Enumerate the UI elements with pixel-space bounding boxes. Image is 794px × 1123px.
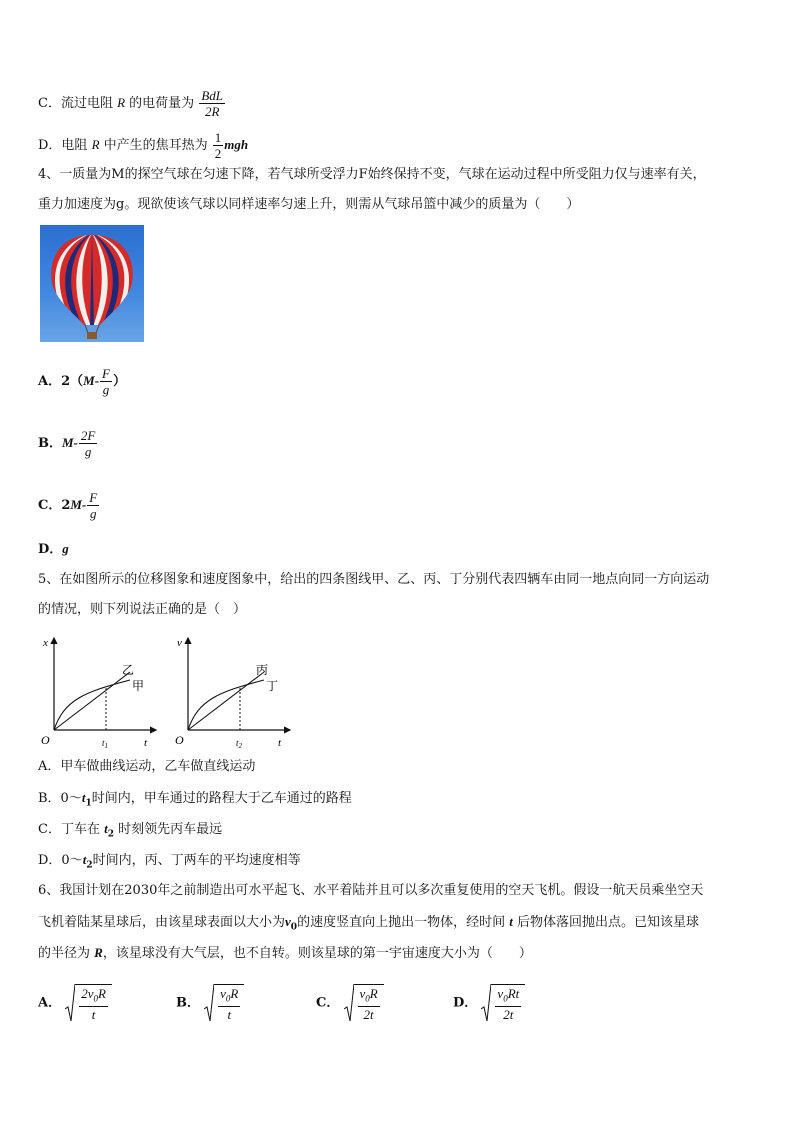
q4-stem-line1: 4、一质量为M的探空气球在匀速下降，若气球所受浮力F始终保持不变，气球在运动过程中所受阻力仅与速率有关， [38, 167, 706, 182]
hot-air-balloon-image [40, 225, 144, 342]
q3-option-c: C．流过电阻 R 的电荷量为 $\frac{\text{BdL}}{2R}$ [38, 88, 223, 119]
graph1-y-label: x [43, 637, 48, 649]
graph2-curve-bing: 丙 [256, 663, 269, 677]
q4-option-d: D．g [38, 541, 69, 557]
q6-stem-line1: 6、我国计划在2030年之前制造出可水平起飞、水平着陆并且可以多次重复使用的空天飞机。假设一航天员乘坐空天 [38, 883, 704, 898]
q6-stem-line2: 飞机着陆某星球后，由该星球表面以大小为$v_0$的速度竖直向上抛出一物体，经时间 t 后物体落回抛出点。已知该星球 [38, 914, 699, 933]
graph2-t2-label: $t_2$ [236, 738, 243, 750]
q6-option-b: B． $\frac{v_0R}{t}$ [176, 983, 244, 1023]
q4-a-fraction: $\frac{F}{g}$ [102, 366, 110, 397]
graph1-x-label: t [144, 737, 148, 749]
q4-option-b: B．M- $\frac{2F}{g}$ [38, 428, 96, 459]
q4-stem-line2: 重力加速度为g。现欲使该气球以同样速率匀速上升，则需从气球吊篮中减少的质量为（ ） [38, 197, 580, 212]
graph1-t1-label: $t_1$ [102, 738, 109, 750]
q5-option-c: C．丁车在 $t_2$ 时刻领先丙车最远 [38, 821, 223, 840]
q4-b-fraction: $\frac{2F}{g}$ [80, 428, 96, 459]
q6-option-c: C． $\frac{v_0R}{2t}$ [316, 983, 384, 1023]
q3-option-d: D．电阻 R 中产生的焦耳热为 $\frac{1}{2}$ mgh [38, 130, 249, 161]
q5-option-a: A．甲车做曲线运动，乙车做直线运动 [38, 759, 256, 774]
q6-option-a: A． $\frac{2v_0R}{t}$ [38, 983, 112, 1023]
q5-option-b: B．$0\sim t_1$时间内，甲车通过的路程大于乙车通过的路程 [38, 790, 352, 809]
graph2-x-label: t [278, 737, 282, 749]
q5-velocity-graph [168, 632, 298, 750]
q6-stem-line3: 的半径为 R，该星球没有大气层，也不自转。则该星球的第一宇宙速度大小为（ ） [38, 945, 532, 961]
graph2-curve-ding: 丁 [266, 679, 279, 693]
graph1-curve-yi: 乙 [122, 663, 135, 677]
q4-option-a: A．2（M- $\frac{F}{g}$ ） [38, 366, 126, 397]
q3-c-fraction: $\frac{\text{BdL}}{2R}$ [201, 88, 223, 119]
graph2-origin: O [175, 733, 184, 747]
q5-stem-line2: 的情况，则下列说法正确的是（ ） [38, 602, 247, 617]
q6-option-d: D． $\frac{v_0Rt}{2t}$ [453, 983, 525, 1023]
q5-displacement-graph [34, 632, 164, 750]
q5-option-d: D．$0\sim t_2$时间内，丙、丁两车的平均速度相等 [38, 852, 301, 871]
graph1-curve-jia: 甲 [132, 679, 145, 693]
graph2-y-label: v [177, 637, 182, 649]
graph1-origin: O [41, 733, 50, 747]
q5-stem-line1: 5、在如图所示的位移图象和速度图象中，给出的四条图线甲、乙、丙、丁分别代表四辆车由同一地点向同一方向运动 [38, 572, 710, 587]
q4-option-c: C．2M- $\frac{F}{g}$ [38, 490, 98, 521]
q4-c-fraction: $\frac{F}{g}$ [89, 490, 98, 521]
q3-d-fraction: $\frac{1}{2}$ [214, 130, 222, 161]
